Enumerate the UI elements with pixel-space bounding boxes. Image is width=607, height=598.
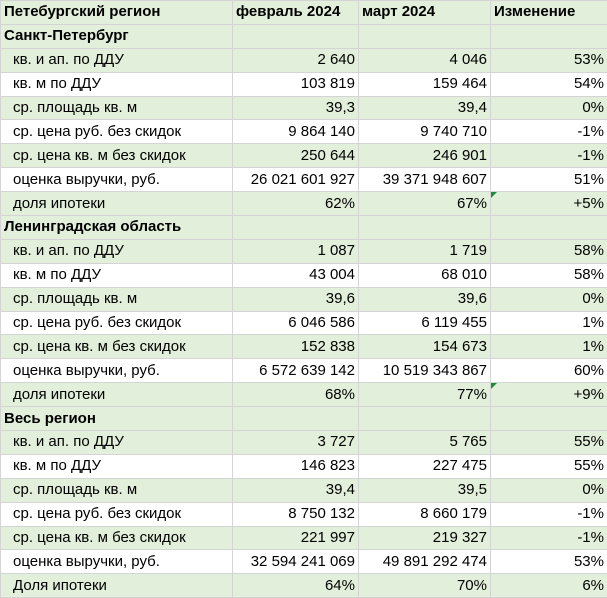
empty-cell[interactable] [359,407,491,431]
table-row [1,263,607,287]
change-value[interactable]: -1% [491,526,607,550]
mar-value[interactable]: 6 119 455 [359,311,491,335]
feb-value[interactable]: 39,6 [233,287,359,311]
header-change[interactable]: Изменение [491,1,607,25]
feb-value[interactable]: 32 594 241 069 [233,550,359,574]
change-value[interactable]: 58% [491,263,607,287]
table-row [1,431,607,455]
section-row [1,216,607,240]
change-value[interactable]: 55% [491,454,607,478]
change-value[interactable]: -1% [491,144,607,168]
feb-value[interactable]: 1 087 [233,239,359,263]
change-value[interactable]: 6% [491,574,607,598]
table-row [1,359,607,383]
feb-value[interactable]: 9 864 140 [233,120,359,144]
metric-label[interactable]: ср. площадь кв. м [1,478,233,502]
change-value[interactable]: 55% [491,431,607,455]
table-row [1,144,607,168]
table-row [1,502,607,526]
section-title[interactable]: Весь регион [1,407,233,431]
metric-label[interactable]: оценка выручки, руб. [1,359,233,383]
section-title[interactable]: Санкт-Петербург [1,24,233,48]
metric-label[interactable]: ср. площадь кв. м [1,287,233,311]
metric-label[interactable]: оценка выручки, руб. [1,550,233,574]
change-value[interactable]: 0% [491,287,607,311]
metric-label[interactable]: кв. и ап. по ДДУ [1,239,233,263]
mar-value[interactable]: 8 660 179 [359,502,491,526]
table-row [1,48,607,72]
header-region[interactable]: Петебургский регион [1,1,233,25]
feb-value[interactable]: 39,4 [233,478,359,502]
table-row [1,239,607,263]
table-row [1,335,607,359]
feb-value[interactable]: 64% [233,574,359,598]
change-value[interactable]: 53% [491,48,607,72]
metric-label[interactable]: кв. и ап. по ДДУ [1,431,233,455]
header-feb[interactable]: февраль 2024 [233,1,359,25]
change-value[interactable]: -1% [491,502,607,526]
metric-label[interactable]: ср. цена руб. без скидок [1,311,233,335]
mar-value[interactable]: 246 901 [359,144,491,168]
feb-value[interactable]: 250 644 [233,144,359,168]
change-value[interactable]: +9% [491,383,607,407]
feb-value[interactable]: 152 838 [233,335,359,359]
table-row [1,454,607,478]
metric-label[interactable]: ср. цена руб. без скидок [1,502,233,526]
feb-value[interactable]: 146 823 [233,454,359,478]
empty-cell[interactable] [491,407,607,431]
mar-value[interactable]: 67% [359,192,491,216]
change-value[interactable]: 1% [491,311,607,335]
table-row [1,383,607,407]
metric-label[interactable]: кв. м по ДДУ [1,263,233,287]
table-row [1,287,607,311]
empty-cell[interactable] [491,24,607,48]
header-row [1,1,607,25]
change-value[interactable]: 51% [491,168,607,192]
feb-value[interactable]: 68% [233,383,359,407]
metric-label[interactable]: ср. цена кв. м без скидок [1,144,233,168]
feb-value[interactable]: 6 046 586 [233,311,359,335]
mar-value[interactable]: 39,5 [359,478,491,502]
metric-label[interactable]: кв. м по ДДУ [1,72,233,96]
mar-value[interactable]: 70% [359,574,491,598]
change-value[interactable]: 58% [491,239,607,263]
table-row [1,550,607,574]
metric-label[interactable]: доля ипотеки [1,192,233,216]
section-title[interactable]: Ленинградская область [1,216,233,240]
table-row [1,72,607,96]
metric-label[interactable]: кв. и ап. по ДДУ [1,48,233,72]
mar-value[interactable]: 39 371 948 607 [359,168,491,192]
metric-label[interactable]: кв. м по ДДУ [1,454,233,478]
section-row [1,24,607,48]
mar-value[interactable]: 154 673 [359,335,491,359]
change-value[interactable]: -1% [491,120,607,144]
mar-value[interactable]: 219 327 [359,526,491,550]
table-row [1,311,607,335]
metric-label[interactable]: ср. цена руб. без скидок [1,120,233,144]
feb-value[interactable]: 2 640 [233,48,359,72]
empty-cell[interactable] [491,216,607,240]
empty-cell[interactable] [359,24,491,48]
header-mar[interactable]: март 2024 [359,1,491,25]
mar-value[interactable]: 4 046 [359,48,491,72]
empty-cell[interactable] [359,216,491,240]
table-row [1,574,607,598]
mar-value[interactable]: 1 719 [359,239,491,263]
metric-label[interactable]: Доля ипотеки [1,574,233,598]
metric-label[interactable]: оценка выручки, руб. [1,168,233,192]
mar-value[interactable]: 77% [359,383,491,407]
change-value[interactable]: 60% [491,359,607,383]
change-value[interactable]: +5% [491,192,607,216]
feb-value[interactable]: 103 819 [233,72,359,96]
mar-value[interactable]: 227 475 [359,454,491,478]
metric-label[interactable]: ср. цена кв. м без скидок [1,335,233,359]
change-value[interactable]: 54% [491,72,607,96]
table-row [1,526,607,550]
feb-value[interactable]: 26 021 601 927 [233,168,359,192]
feb-value[interactable]: 6 572 639 142 [233,359,359,383]
metric-label[interactable]: ср. площадь кв. м [1,96,233,120]
mar-value[interactable]: 10 519 343 867 [359,359,491,383]
mar-value[interactable]: 159 464 [359,72,491,96]
table-row [1,96,607,120]
table-row [1,192,607,216]
empty-cell[interactable] [233,407,359,431]
empty-cell[interactable] [233,24,359,48]
table-row [1,478,607,502]
feb-value[interactable]: 43 004 [233,263,359,287]
metric-label[interactable]: доля ипотеки [1,383,233,407]
mar-value[interactable]: 39,4 [359,96,491,120]
mar-value[interactable]: 68 010 [359,263,491,287]
change-value[interactable]: 1% [491,335,607,359]
mar-value[interactable]: 39,6 [359,287,491,311]
change-value[interactable]: 0% [491,96,607,120]
feb-value[interactable]: 3 727 [233,431,359,455]
section-row [1,407,607,431]
table-row [1,168,607,192]
mar-value[interactable]: 49 891 292 474 [359,550,491,574]
feb-value[interactable]: 221 997 [233,526,359,550]
change-value[interactable]: 53% [491,550,607,574]
change-value[interactable]: 0% [491,478,607,502]
mar-value[interactable]: 9 740 710 [359,120,491,144]
table-row [1,120,607,144]
feb-value[interactable]: 39,3 [233,96,359,120]
feb-value[interactable]: 62% [233,192,359,216]
feb-value[interactable]: 8 750 132 [233,502,359,526]
empty-cell[interactable] [233,216,359,240]
metric-label[interactable]: ср. цена кв. м без скидок [1,526,233,550]
mar-value[interactable]: 5 765 [359,431,491,455]
